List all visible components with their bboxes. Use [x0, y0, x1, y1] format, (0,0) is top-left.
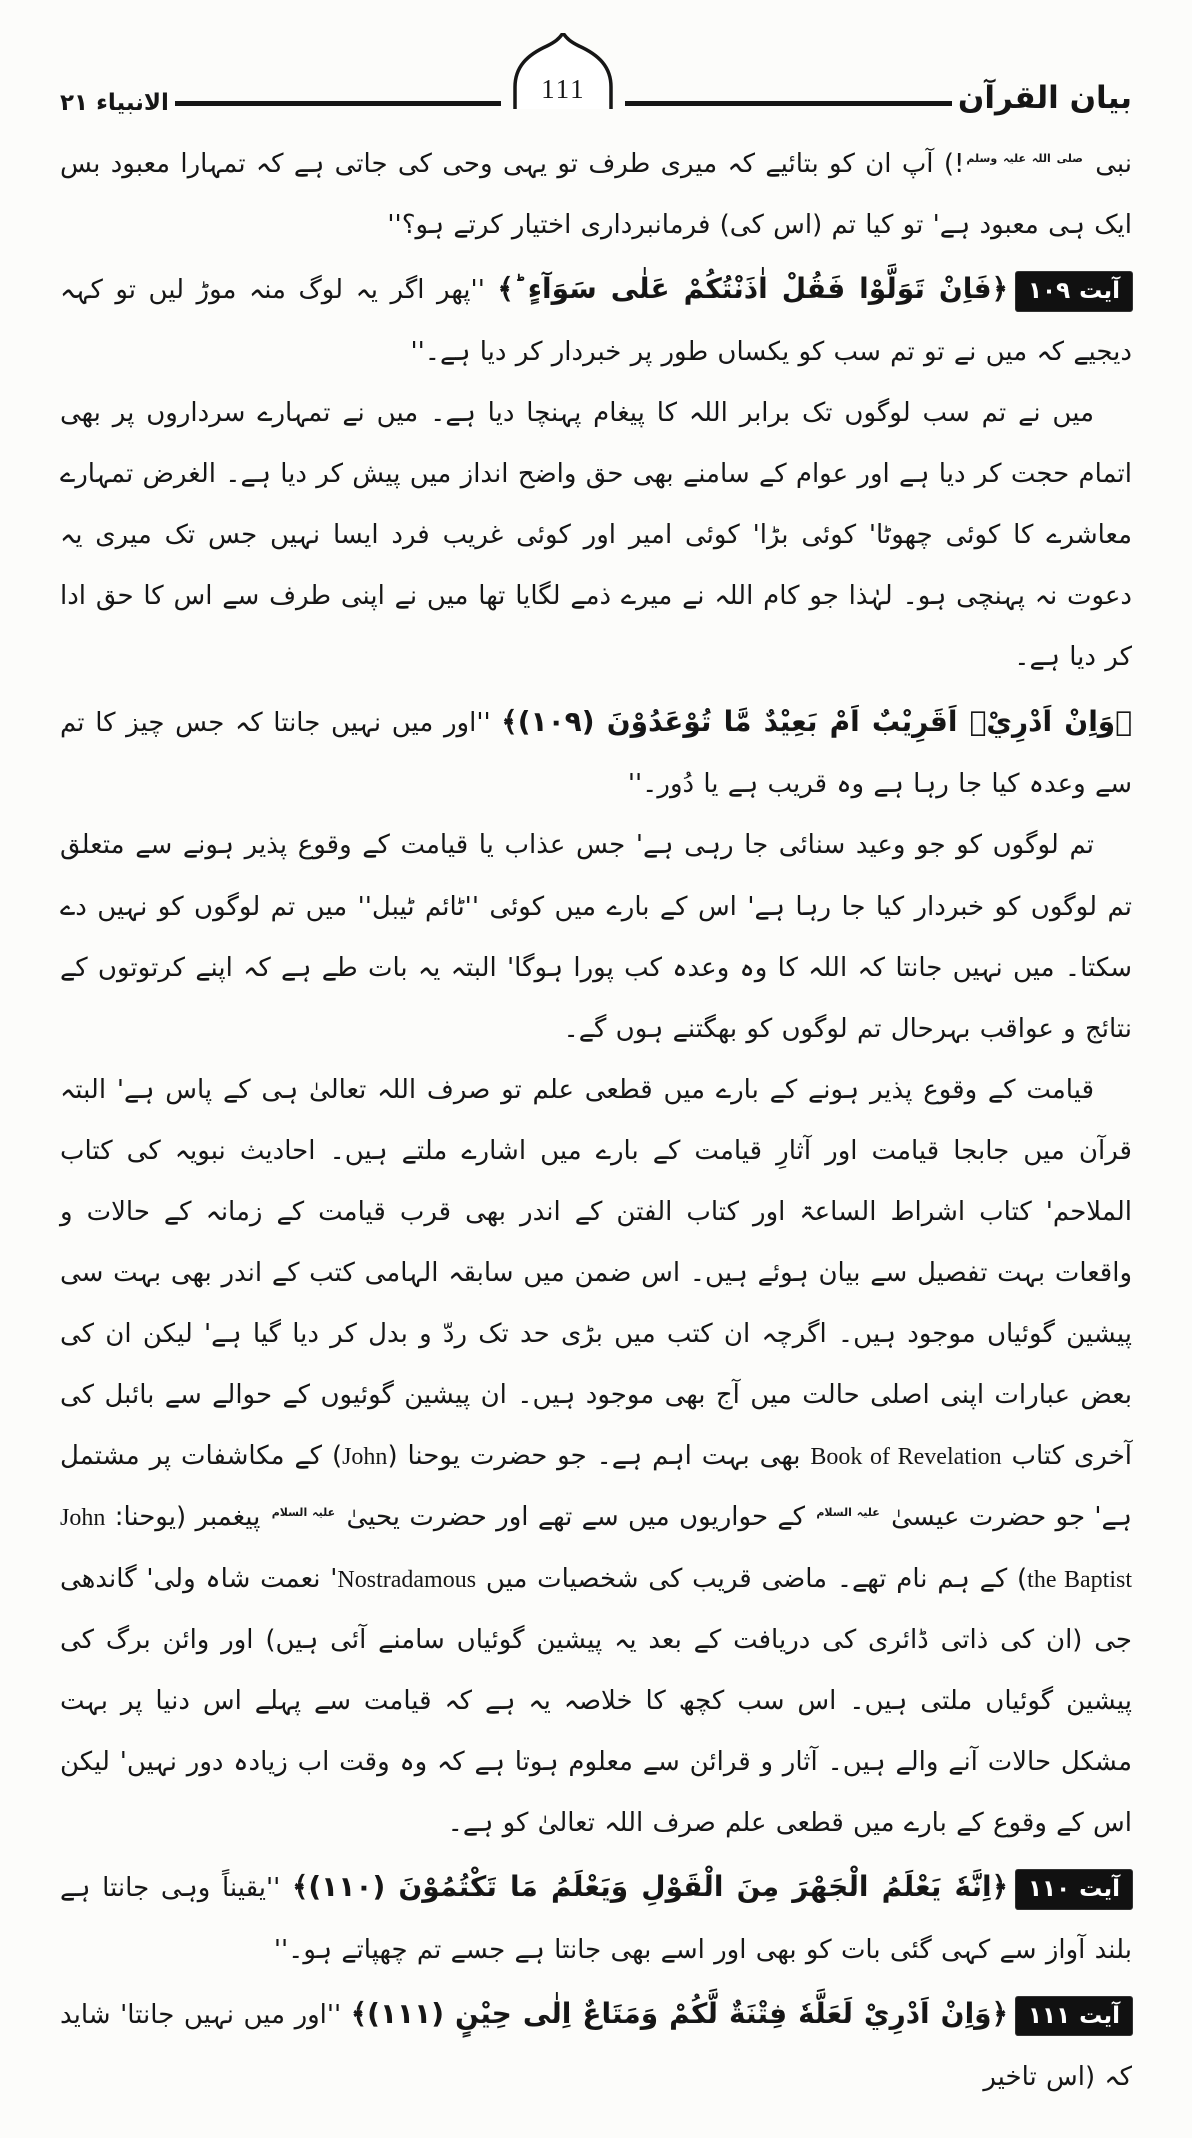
- paragraph: [60, 134, 1132, 256]
- page-number-ornament: [507, 33, 619, 109]
- urdu-text: ' نعمت شاہ ولی' گاندھی جی (ان کی ذاتی ڈائری کی دریافت کے بعد یہ پیشین گوئیاں سامنے آئی ہیں) اور وائن برگ کی پیشین گوئیاں ملتی ہیں۔ اس سب کچھ کا خلاصہ یہ ہے کہ قیامت سے پہلے اس دنیا پر بہت مشکل حالات آنے والے ہیں۔ آثار و قرائن سے معلوم ہوتا ہے کہ وہ وقت اب زیادہ دور نہیں' لیکن اس کے وقوع کے بارے میں قطعی علم صرف اللہ تعالیٰ کو ہے۔: [60, 1563, 1132, 1838]
- ayat-badge: آیت ۱۰۹: [1016, 272, 1132, 311]
- urdu-text: ) کے ہم نام تھے۔ ماضی قریب کی شخصیات میں: [476, 1563, 1028, 1594]
- honorific-mark: صلی اللہ علیہ وسلم: [966, 152, 1083, 166]
- page-body: [60, 134, 1132, 2108]
- ayat-block: [60, 1981, 1132, 2108]
- urdu-text: ) کے مکاشفات پر مشتمل ہے' جو حضرت عیسیٰ: [60, 1441, 1133, 1533]
- urdu-text: تم لوگوں کو جو وعید سنائی جا رہی ہے' جس عذاب یا قیامت کے وقوع پذیر ہونے سے متعلق تم لوگوں کو خبردار کیا جا رہا ہے' اس کے بارے میں کوئی ''ٹائم ٹیبل'' میں تم لوگوں کو نہیں دے سکتا۔ میں نہیں جانتا کہ اللہ کا وہ وعدہ کب پورا ہوگا' البتہ یہ بات طے ہے کہ اپنے کرتوتوں کے نتائج و عواقب بہرحال تم لوگوں کو بھگتنے ہوں گے۔: [60, 830, 1132, 1044]
- paragraph: [60, 1060, 1132, 1854]
- urdu-text: بھی بہت اہم ہے۔ جو حضرت یوحنا (: [387, 1441, 811, 1472]
- urdu-text: ''اور میں نہیں جانتا' شاید کہ (اس تاخیر: [60, 1999, 1132, 2092]
- ayat-badge: آیت ۱۱۰: [1016, 1870, 1132, 1909]
- urdu-text: نبی: [1084, 149, 1132, 179]
- urdu-text: ''یقیناً وہی جانتا ہے بلند آواز سے کہی گئی بات کو بھی اور اسے بھی جانتا ہے جسے تم چھپاتے ہو۔'': [60, 1873, 1132, 1965]
- urdu-text: میں نے تم سب لوگوں تک برابر اللہ کا پیغام پہنچا دیا ہے۔ میں نے تمہارے سرداروں پر بھی اتمام حجت کر دیا ہے اور عوام کے سامنے بھی حق واضح انداز میں پیش کر دیا ہے۔ الغرض تمہارے معاشرے کا کوئی چھوٹا' کوئی بڑا' کوئی امیر اور کوئی غریب فرد ایسا نہیں جس تک میری یہ دعوت نہ پہنچی ہو۔ لہٰذا جو کام اللہ نے میرے ذمے لگایا تھا میں نے اپنی طرف سے اس کا حق ادا کر دیا ہے۔: [60, 398, 1132, 673]
- urdu-text: قیامت کے وقوع پذیر ہونے کے بارے میں قطعی علم تو صرف اللہ تعالیٰ ہی کے پاس ہے' البتہ قرآن میں جابجا قیامت اور آثارِ قیامت کے بارے میں اشارے ملتے ہیں۔ احادیث نبویہ کی کتاب الملاحم' کتاب اشراط الساعۃ اور کتاب الفتن کے اندر بھی قرب قیامت کے زمانہ کے حالات و واقعات بہت تفصیل سے بیان ہوئے ہیں۔ اس ضمن میں سابقہ الہامی کتب کے اندر بھی بہت سی پیشین گوئیاں موجود ہیں۔ اگرچہ ان کتب میں بڑی حد تک ردّ و بدل کر دیا گیا ہے' لیکن ان کی بعض عبارات اپنی اصلی حالت میں آج بھی موجود ہیں۔ ان پیشین گوئیوں کے حوالے سے بائبل کی آخری کتاب: [60, 1074, 1132, 1472]
- honorific-mark: علیہ السلام: [271, 1505, 336, 1519]
- page-number: 111: [541, 74, 586, 104]
- urdu-text: ''اور میں نہیں جانتا کہ جس چیز کا تم سے وعدہ کیا جا رہا ہے وہ قریب ہے یا دُور۔'': [60, 707, 1132, 800]
- header-rule-left: [175, 101, 501, 106]
- ayat-badge: آیت ۱۱۱: [1016, 1997, 1132, 2036]
- arabic-verse: ﴿فَاِنْ تَوَلَّوْا فَقُلْ اٰذَنْتُكُمْ عَلٰى سَوَآءٍ ؕ﴾: [497, 272, 1009, 306]
- urdu-text: کے حواریوں میں سے تھے اور حضرت یحییٰ: [337, 1502, 815, 1533]
- paragraph: [60, 383, 1132, 688]
- urdu-text: !) آپ ان کو بتائیے کہ میری طرف تو یہی وحی کی جاتی ہے کہ تمہارا معبود بس ایک ہی معبود ہے' تو کیا تم (اس کی) فرمانبرداری اختیار کرتے ہو؟'': [60, 149, 1132, 241]
- urdu-text: ''پھر اگر یہ لوگ منہ موڑ لیں تو کہہ دیجیے کہ میں نے تو تم سب کو یکساں طور پر خبردار کر دیا ہے۔'': [60, 275, 1132, 367]
- header-rule-right: [625, 101, 951, 106]
- english-text: Nostradamous: [337, 1566, 477, 1593]
- ayat-block: [60, 1854, 1132, 1981]
- surah-label: الانبیاء ۲۱: [59, 90, 169, 116]
- page-header: [60, 40, 1132, 118]
- book-title: بیان القرآن: [957, 80, 1132, 116]
- arabic-verse: ﴿اِنَّهٗ يَعْلَمُ الْجَهْرَ مِنَ الْقَوْلِ وَيَعْلَمُ مَا تَكْتُمُوْنَ (۱۱۰)﴾: [291, 1870, 1008, 1904]
- ayat-block: [60, 256, 1132, 383]
- paragraph: [60, 815, 1132, 1059]
- english-text: John: [342, 1444, 388, 1471]
- english-text: John the Baptist: [60, 1505, 1133, 1593]
- urdu-text: پیغمبر (یوحنا:: [105, 1502, 270, 1533]
- honorific-mark: علیہ السلام: [816, 1505, 880, 1519]
- arabic-verse: ﴿وَاِنْ اَدْرِيْۤ اَقَرِيْبٌ اَمْ بَعِيْدٌ مَّا تُوْعَدُوْنَ (۱۰۹)﴾: [501, 704, 1132, 738]
- arabic-verse: ﴿وَاِنْ اَدْرِيْ لَعَلَّهٗ فِتْنَةٌ لَّكُمْ وَمَتَاعٌ اِلٰى حِيْنٍ (۱۱۱)﴾: [350, 1996, 1008, 2030]
- english-text: Book of Revelation: [810, 1444, 1002, 1471]
- ayat-block: [60, 689, 1132, 816]
